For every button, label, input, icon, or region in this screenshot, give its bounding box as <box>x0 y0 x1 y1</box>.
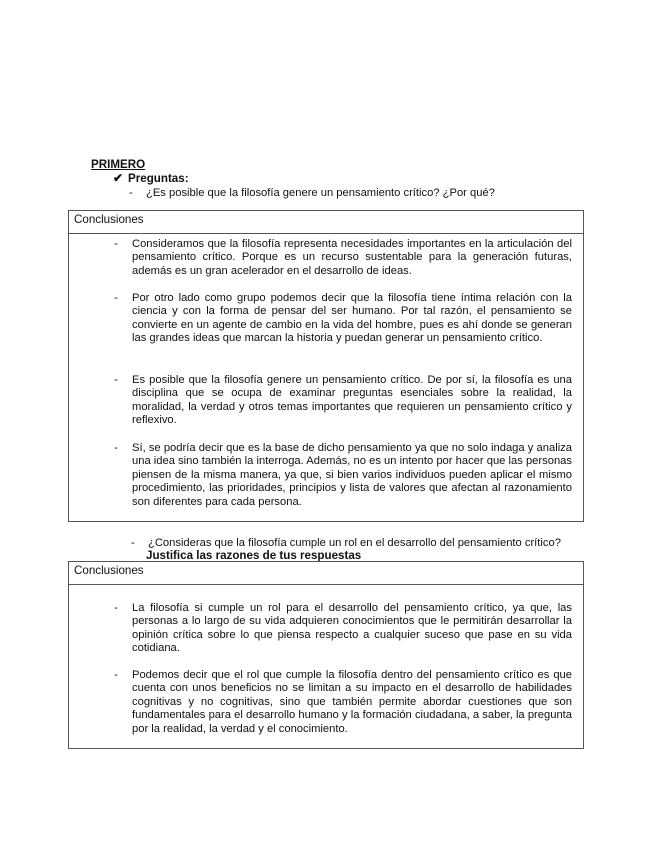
question-2-text: ¿Consideras que la filosofía cumple un rol en el desarrollo del pensamiento crítico? <box>148 537 561 549</box>
question-2-bullet: - <box>131 537 135 549</box>
conclusions-box-1 <box>68 210 584 522</box>
conclusion-bullet: - <box>114 374 118 386</box>
conclusion-text: Podemos decir que el rol que cumple la filosofía dentro del pensamiento crítico es que cuenta con unos beneficios no se limitan a su impacto en el desarrollo de habilidades cognitivas y no cognitivas, sino que también permite abordar cuestiones que son fundamentales para el desarrollo humano y la formación ciudadana, a saber, la pregunta por la realidad, la verdad y el conocimiento. <box>132 669 572 735</box>
justifica-heading: Justifica las razones de tus respuestas <box>146 549 362 562</box>
conclusion-text: Es posible que la filosofía genere un pensamiento crítico. De por sí, la filosofía es una disciplina que se ocupa de examinar preguntas esenciales sobre la realidad, la moralidad, la verdad y otros temas importantes que requieren un pensamiento crítico y reflexivo. <box>132 374 572 427</box>
conclusions-header-1: Conclusiones <box>69 211 583 234</box>
question-1-text: ¿Es posible que la filosofía genere un pensamiento crítico? ¿Por qué? <box>146 187 495 199</box>
conclusion-bullet: - <box>114 669 118 681</box>
conclusion-text: Por otro lado como grupo podemos decir que la filosofía tiene íntima relación con la ciencia y con la forma de pensar del ser humano. Por tal razón, el pensamiento se convierte en un agente de cambio en la vida del hombre, pues es ahí donde se generan las grandes ideas que marcan la historia y puedan generar un pensamiento crítico. <box>132 292 572 345</box>
conclusion-bullet: - <box>114 602 118 614</box>
conclusion-bullet: - <box>114 238 118 250</box>
preguntas-heading <box>113 172 189 185</box>
section-title: PRIMERO <box>91 158 146 171</box>
conclusions-box-2 <box>68 561 584 749</box>
preguntas-label: Preguntas: <box>128 172 189 185</box>
conclusion-bullet: - <box>114 442 118 454</box>
conclusion-text: Sí, se podría decir que es la base de dicho pensamiento ya que no solo indaga y analiza una idea sino también la interroga. Además, no es un intento por hacer que las personas piensen de la misma manera, ya que, si bien varios individuos pueden aplicar el mismo procedimiento, las prioridades, principios y lista de valores que afectan al razonamiento son diferentes para cada persona. <box>132 442 572 508</box>
conclusions-header-2: Conclusiones <box>69 562 583 585</box>
conclusion-text: Consideramos que la filosofía representa necesidades importantes en la articulación del pensamiento crítico. Porque es un recurso sustentable para la generación futuras, además es un gran acelerador en el desarrollo de ideas. <box>132 238 572 277</box>
conclusion-bullet: - <box>114 292 118 304</box>
conclusion-text: La filosofía si cumple un rol para el desarrollo del pensamiento crítico, ya que, las personas a lo largo de su vida adquieren conocimientos que le permitirán desarrollar la opinión crítica sobre lo que piensa respecto a cualquier suceso que pase en su vida cotidiana. <box>132 602 572 655</box>
check-icon: ✔ <box>113 171 124 185</box>
question-1-bullet: - <box>129 187 133 199</box>
